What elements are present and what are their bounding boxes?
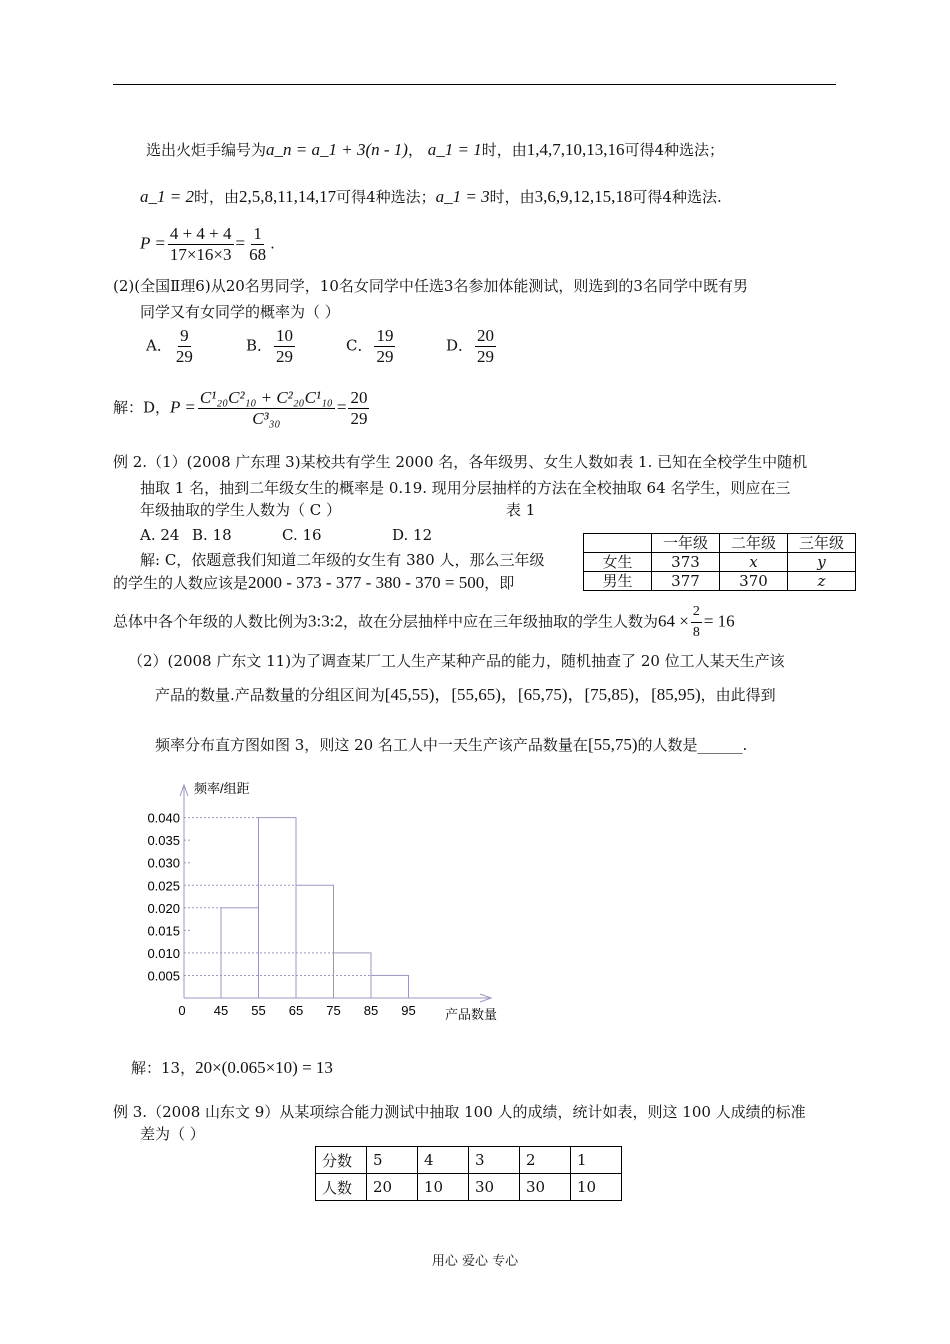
solution-text: 解: C，依题意我们知道二年级的女生有 380 人，那么三年级 [140, 551, 545, 569]
solution-text: 的学生的人数应该是2000 - 373 - 377 - 380 - 370 = 500，即 [113, 573, 515, 592]
y-axis-label: 频率/组距 [194, 781, 250, 796]
page-footer: 用心 爱心 专心 [431, 1254, 519, 1269]
score-table: 分数 5 4 3 2 1 人数 20 10 30 30 10 [315, 1146, 622, 1201]
text-line: a_1 = 2时，由2,5,8,11,14,17可得4种选法；a_1 = 3时，由3,6,9,12,15,18可得4种选法. [140, 187, 722, 206]
solution-formula: 解：D，P = $\frac{\text{C¹₂₀C²₁₀ + C²₂₀C¹₁₀}}{\text{C³₃₀}}$ = $\frac{20}{29}$ [113, 388, 368, 428]
y-tick-label: 0.030 [147, 855, 180, 871]
x-axis-label: 产品数量 [445, 1007, 498, 1022]
example-text: 抽取 1 名，抽到二年级女生的概率是 0.19. 现用分层抽样的方法在全校抽取 64 名学生，则应在三 [140, 479, 791, 497]
table-caption: 表 1 [506, 501, 536, 519]
text-line: 选出火炬手编号为a_n = a_1 + 3(n - 1)， a_1 = 1时，由1,4,7,10,13,16可得4种选法； [146, 140, 725, 159]
x-tick-label: 0 [178, 1003, 186, 1018]
answer-options: A. 24 B. 18 C. 16 D. 12 [140, 526, 433, 544]
x-tick-label: 95 [401, 1003, 416, 1018]
y-tick-label: 0.010 [147, 945, 180, 961]
question-text: （2）(2008 广东文 11)为了调查某厂工人生产某种产品的能力，随机抽查了 20 位工人某天生产该 [128, 652, 785, 670]
histogram-bar [371, 975, 409, 998]
y-tick-label: 0.020 [147, 900, 180, 916]
example-text: 例 3.（2008 山东文 9）从某项综合能力测试中抽取 100 人的成绩，统计如表，则这 100 人成绩的标准 [113, 1103, 806, 1121]
y-tick-label: 0.035 [147, 833, 180, 849]
solution-text: 解：13，20×(0.065×10) = 13 [131, 1058, 333, 1077]
probability-formula: P = $\frac{4 + 4 + 4}{17\times 16\times 3}$ = $\frac{1}{68}$ . [140, 224, 275, 264]
x-tick-label: 65 [288, 1003, 304, 1018]
question-text: (2)(全国Ⅱ理6)从20名男同学，10名女同学中任选3名参加体能测试，则选到的3名同学中既有男 [113, 277, 748, 295]
example-text: 年级抽取的学生人数为（ C ） [140, 501, 342, 519]
question-text: 同学又有女同学的概率为（ ） [140, 303, 340, 321]
y-tick-label: 0.025 [147, 878, 180, 894]
histogram-bar [296, 885, 334, 998]
answer-options: A． $\frac{9}{29}$ B． $\frac{10}{29}$ C． $\frac{19}{29}$ D． $\frac{20}{29}$ [146, 326, 495, 366]
y-tick-label: 0.005 [147, 968, 180, 984]
example-text: 差为（ ） [140, 1125, 205, 1143]
x-tick-label: 45 [213, 1003, 229, 1018]
histogram-bar [259, 818, 297, 998]
x-tick-label: 75 [326, 1003, 341, 1018]
solution-text: 总体中各个年级的人数比例为3:3:2，故在分层抽样中应在三年级抽取的学生人数为64 × $\frac{2}{8}$ = 16 [113, 604, 735, 640]
x-tick-label: 85 [363, 1003, 379, 1018]
y-tick-label: 0.015 [147, 923, 180, 939]
example-text: 例 2.（1）(2008 广东理 3)某校共有学生 2000 名，各年级男、女生人数如表 1. 已知在全校学生中随机 [113, 453, 808, 471]
grade-table: 一年级 二年级 三年级 女生 373 x y 男生 377 370 z [583, 533, 856, 591]
question-text: 频率分布直方图如图 3，则这 20 名工人中一天生产该产品数量在[55,75)的人数是______. [155, 735, 748, 754]
y-tick-label: 0.040 [147, 810, 180, 826]
question-text: 产品的数量.产品数量的分组区间为[45,55)，[55,65)，[65,75)，[75,85)，[85,95)，由此得到 [155, 685, 776, 704]
x-tick-label: 55 [251, 1003, 266, 1018]
